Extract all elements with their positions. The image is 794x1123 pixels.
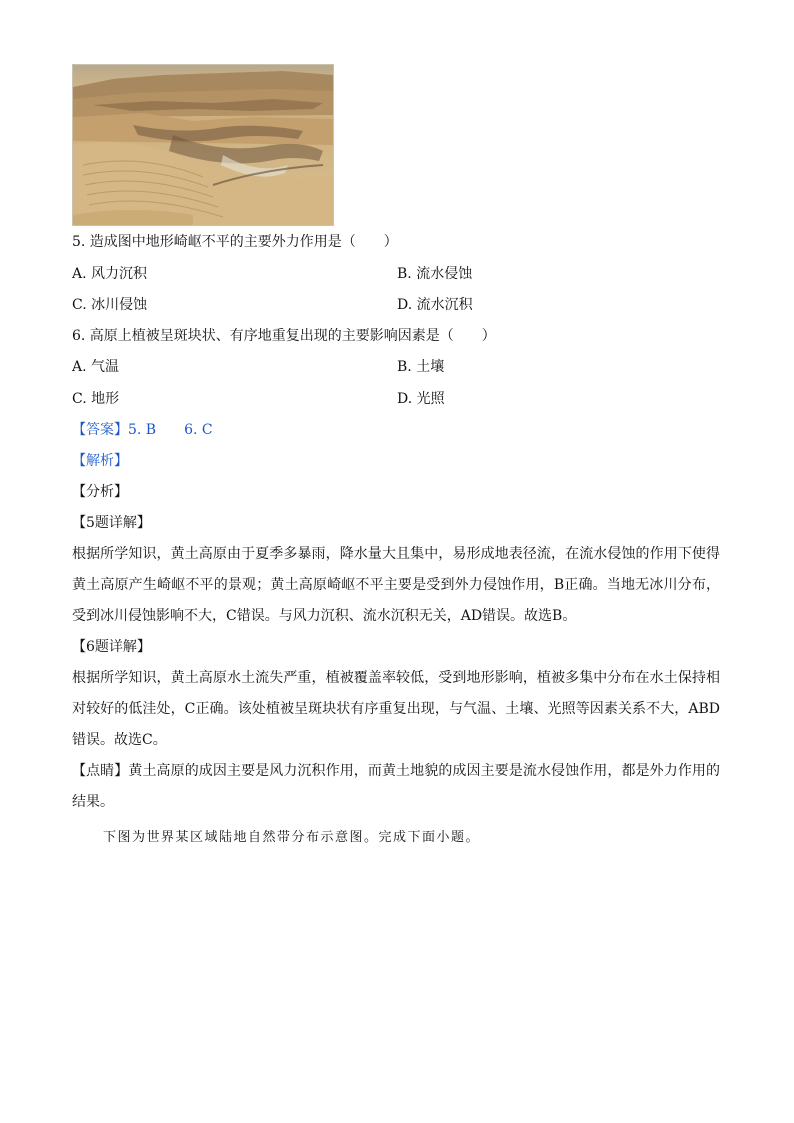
q6-option-c: C. 地形	[72, 391, 120, 407]
answer-line	[72, 420, 213, 440]
q6-detail-label: 【6题详解】	[72, 639, 151, 655]
q5-option-b: B. 流水侵蚀	[397, 266, 473, 282]
q6-detail-text: 根据所学知识，黄土高原水土流失严重，植被覆盖率较低，受到地形影响，植被多集中分布在水土保持相对较好的低洼处，C正确。该处植被呈斑块状有序重复出现，与气温、土壤、光照等因素关系不大，ABD错误。故选C。	[72, 670, 720, 748]
answer-text: 5. B 6. C	[128, 422, 213, 438]
fenxi-label: 【分析】	[72, 484, 128, 500]
question-5-stem: 5. 造成图中地形崎岖不平的主要外力作用是（ ）	[72, 234, 398, 250]
loess-plateau-photo	[72, 64, 334, 226]
answer-label: 【答案】	[72, 422, 128, 438]
question-6-stem: 6. 高原上植被呈斑块状、有序地重复出现的主要影响因素是（ ）	[72, 328, 496, 344]
dianjing-text: 黄土高原的成因主要是风力沉积作用，而黄土地貌的成因主要是流水侵蚀作用，都是外力作用的结果。	[72, 763, 721, 810]
q6-option-d: D. 光照	[397, 391, 445, 407]
loess-landscape-image	[73, 65, 333, 225]
q5-detail-text: 根据所学知识，黄土高原由于夏季多暴雨，降水量大且集中，易形成地表径流，在流水侵蚀的作用下使得黄土高原产生崎岖不平的景观；黄土高原崎岖不平主要是受到外力侵蚀作用，B正确。当地无冰川分布，受到冰川侵蚀影响不大，C错误。与风力沉积、流水沉积无关，AD错误。故选B。	[72, 546, 720, 624]
q6-option-a: A. 气温	[72, 359, 120, 375]
q5-option-a: A. 风力沉积	[72, 266, 148, 282]
analysis-label: 【解析】	[72, 453, 128, 469]
dianjing-label: 【点睛】	[72, 763, 129, 779]
q5-option-d: D. 流水沉积	[397, 297, 473, 313]
next-section-intro: 下图为世界某区域陆地自然带分布示意图。完成下面小题。	[103, 830, 481, 845]
q6-option-b: B. 土壤	[397, 359, 445, 375]
q5-detail-label: 【5题详解】	[72, 515, 151, 531]
q5-option-c: C. 冰川侵蚀	[72, 297, 148, 313]
dianjing-paragraph	[72, 756, 720, 818]
